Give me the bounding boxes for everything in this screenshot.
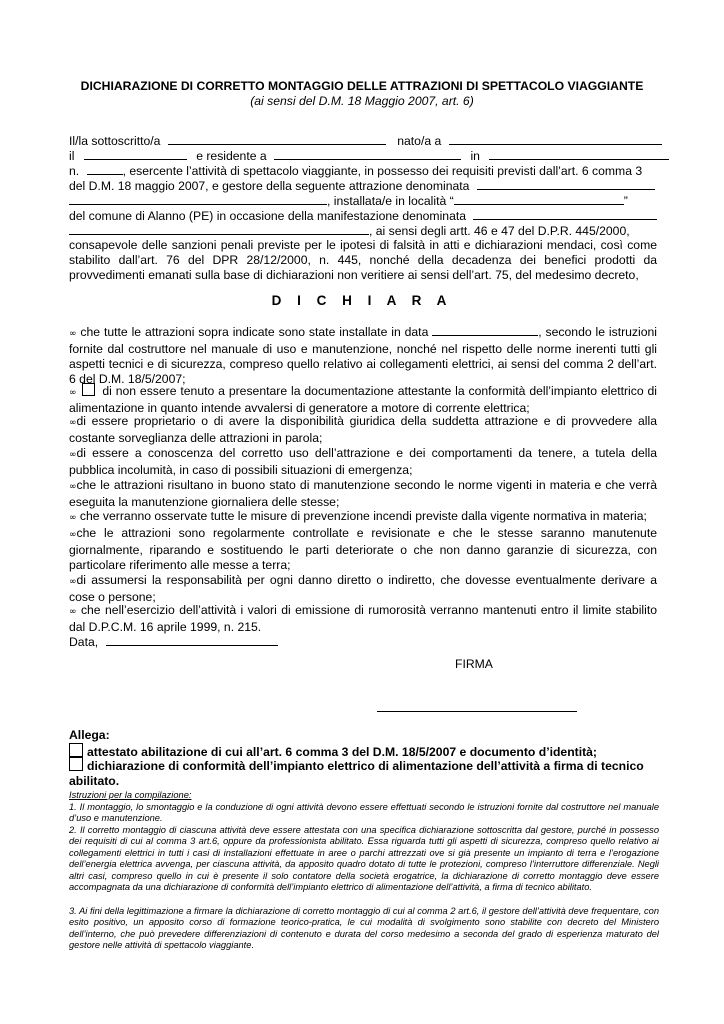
signature-line[interactable]	[377, 711, 577, 712]
document-title: DICHIARAZIONE DI CORRETTO MONTAGGIO DELLE ATTRAZIONI DI SPETTACOLO VIAGGIANTE	[80, 79, 644, 93]
text-ai-sensi: , ai sensi degli artt. 46 e 47 del D.P.R. 445/2000,	[369, 224, 630, 238]
text-quote-close: ”	[623, 194, 628, 208]
declaration-7-text: che le attrazioni sono regolarmente controllate e revisionate e che le stesse saranno manutenute giornalmente, riparando e sostituendo le parti deteriorate o che non danno garanzie di sicurezza, con particolare riferimento alle messe a terra;	[69, 526, 657, 572]
form-line-3	[69, 163, 657, 179]
date-line	[69, 634, 657, 650]
infinity-bullet-icon: ∞	[69, 513, 77, 523]
allega-item-1-text: attestato abilitazione di cui all’art. 6 comma 3 del D.M. 18/5/2007 e documento d’identità;	[87, 745, 597, 759]
instructions-p2: 2. Il corretto montaggio di ciascuna attività deve essere attestata con una specifica dichiarazione sottoscritta dal gestore, purché in possesso dei requisiti di cui al comma 3 art.6, oppure da professionista abilitato. Essa riguarda tutti gli aspetti di sicurezza, compreso quello relativo ai collegamenti elettrici in tutti i casi di installazioni effettuate in aree o parchi attrezzati ove si già presente un impianto di terra e l’erogazione dell’energia elettrica avvenga, per ciascuna attività, da apposito quadro dotato di tutte le protezioni, compreso l’interruttore differenziale. Negli altri casi, compreso quello in cui è presente il solo contatore della società erogatrice, la dichiarazione di corretto montaggio deve essere accompagnata da una dichiarazione di conformità dell’impianto elettrico di alimentazione dell’attività, a firma di tecnico abilitato.	[69, 825, 659, 893]
label-data: Data,	[69, 635, 99, 649]
dichiara-heading: D I C H I A R A	[271, 293, 453, 308]
declaration-2-text: di non essere tenuto a presentare la documentazione attestante la conformità dell’impianto elettrico di alimentazione in quanto intende avvalersi di generatore a motore di corrente elettrica;	[69, 384, 658, 415]
declaration-3	[69, 414, 657, 446]
declaration-1	[69, 324, 657, 387]
infinity-bullet-icon: ∞	[69, 577, 77, 587]
field-event-name[interactable]	[473, 208, 657, 220]
checkbox-generator[interactable]	[82, 383, 95, 396]
field-location[interactable]	[454, 193, 624, 205]
declaration-9-text: che nell’esercizio dell’attività i valori di emissione di rumorosità verranno mantenuti entro il limite stabilito dal D.P.C.M. 16 aprile 1999, n. 215.	[69, 603, 657, 634]
field-birthplace[interactable]	[449, 133, 662, 145]
declaration-5-text: che le attrazioni risultano in buono stato di manutenzione secondo le norme vigenti in materia e che verrà eseguita la manutenzione giornaliera delle stesse;	[69, 478, 657, 509]
declaration-8	[69, 573, 657, 605]
declaration-9	[69, 603, 657, 635]
declaration-4-text: di essere a conoscenza del corretto uso dell’attrazione e dei comportamenti da tenere, a tutela della pubblica incolumità, in caso di possibili situazioni di emergenza;	[69, 446, 657, 477]
instructions-p3: 3. Ai fini della legittimazione a firmare la dichiarazione di corretto montaggio di cui al comma 2 art.6, il gestore dell’attività deve frequentare, con esito positivo, un apposito corso di formazione teorico-pratica, le cui modalità di svolgimento sono stabilite con decreto del Ministero dell’interno, che può prevedere differenziazioni di contenuto e durata del corso medesimo a seconda del grado di esperienza maturato del gestore nelle attività di spettacolo viaggiante.	[69, 906, 659, 951]
form-line-1	[69, 133, 657, 149]
declaration-8-text: di assumersi la responsabilità per ogni danno diretto o indiretto, che dovesse eventualmente derivare a cose o persone;	[69, 573, 657, 604]
form-line-5	[69, 193, 657, 209]
document-subtitle: (ai sensi del D.M. 18 Maggio 2007, art. 6)	[250, 94, 474, 108]
declaration-1-text-a: che tutte le attrazioni sopra indicate sono state installate in data	[80, 325, 429, 339]
field-event-name-cont[interactable]	[69, 223, 369, 235]
text-comune: del comune di Alanno (PE) in occasione della manifestazione denominata	[69, 209, 467, 223]
allega-item-2-text: dichiarazione di conformità dell’impianto elettrico di alimentazione dell’attività a firma di tecnico abilitato.	[69, 759, 644, 788]
declaration-2	[69, 383, 657, 416]
label-residente: e residente a	[196, 149, 267, 163]
allega-item-2	[69, 757, 657, 789]
text-installata: , installata/e in località “	[327, 194, 454, 208]
instructions-heading	[69, 790, 659, 801]
label-in: in	[470, 149, 480, 163]
field-address[interactable]	[489, 148, 669, 160]
infinity-bullet-icon: ∞	[69, 450, 77, 460]
declaration-4	[69, 446, 657, 478]
declaration-6-text: che verranno osservate tutte le misure di prevenzione incendi previste dalla vigente normativa in materia;	[79, 509, 647, 523]
declaration-3-text: di essere proprietario o di avere la disponibilità giuridica della suddetta attrazione e di provvedere alla costante sorveglianza delle attrazioni in parola;	[69, 414, 657, 445]
allega-label: Allega:	[69, 728, 110, 742]
instructions-heading-text: Istruzioni per la compilazione:	[69, 790, 192, 800]
field-name[interactable]	[168, 133, 386, 145]
checkbox-conformita[interactable]	[69, 757, 83, 771]
infinity-bullet-icon: ∞	[69, 329, 77, 339]
text-gestore: del D.M. 18 maggio 2007, e gestore della seguente attrazione denominata	[69, 179, 470, 193]
firma-label: FIRMA	[455, 657, 493, 671]
form-line-4	[69, 178, 657, 194]
form-line-6	[69, 208, 657, 224]
declaration-7	[69, 526, 657, 573]
infinity-bullet-icon: ∞	[69, 530, 77, 540]
declaration-5	[69, 478, 657, 510]
label-nato: nato/a a	[397, 134, 442, 148]
form-line-10: provvedimenti emanati sulla base di dichiarazioni non veritiere ai sensi dell’art. 75, del medesimo decreto,	[69, 268, 639, 282]
form-line-2	[69, 148, 657, 164]
infinity-bullet-icon: ∞	[69, 418, 77, 428]
declaration-6	[69, 509, 657, 526]
infinity-bullet-icon: ∞	[69, 482, 77, 492]
instructions-p1: 1. Il montaggio, lo smontaggio e la conduzione di ogni attività devono essere effettuati secondo le istruzioni fornite dal costruttore nel manuale d’uso e manutenzione.	[69, 802, 659, 824]
declaration-1-text-b: , secondo le istruzioni fornite dal costruttore nel manuale di uso e manutenzione, nonché nel rispetto delle norme inerenti tutti gli aspetti tecnici e di sicurezza, compreso quello relativo ai collegamenti elettrici, ai sensi del comma 2 dell’art. 6 del D.M. 18/5/2007;	[69, 325, 658, 386]
field-house-number[interactable]	[87, 163, 123, 175]
field-attraction-name-cont[interactable]	[69, 193, 327, 205]
form-line-8: consapevole delle sanzioni penali previste per le ipotesi di falsità in atti e dichiarazioni mendaci, così come	[69, 238, 657, 252]
text-esercente: , esercente l’attività di spettacolo viaggiante, in possesso dei requisiti previsti dall’art. 6 comma 3	[122, 164, 643, 178]
checkbox-attestato[interactable]	[69, 743, 83, 757]
infinity-bullet-icon: ∞	[69, 607, 77, 617]
form-line-9: stabilito dall’art. 76 del DPR 28/12/2000, n. 445, nonché della decadenza dei benefici prodotti da	[69, 253, 657, 267]
field-date[interactable]	[106, 634, 278, 646]
field-attraction-name[interactable]	[477, 178, 655, 190]
field-install-date[interactable]	[432, 324, 538, 336]
label-sottoscritto: Il/la sottoscritto/a	[69, 134, 161, 148]
field-birthdate[interactable]	[84, 148, 187, 160]
infinity-bullet-icon: ∞	[69, 388, 77, 398]
form-line-7	[69, 223, 657, 239]
field-residence[interactable]	[274, 148, 461, 160]
label-il: il	[69, 149, 75, 163]
label-numero: n.	[69, 164, 80, 178]
